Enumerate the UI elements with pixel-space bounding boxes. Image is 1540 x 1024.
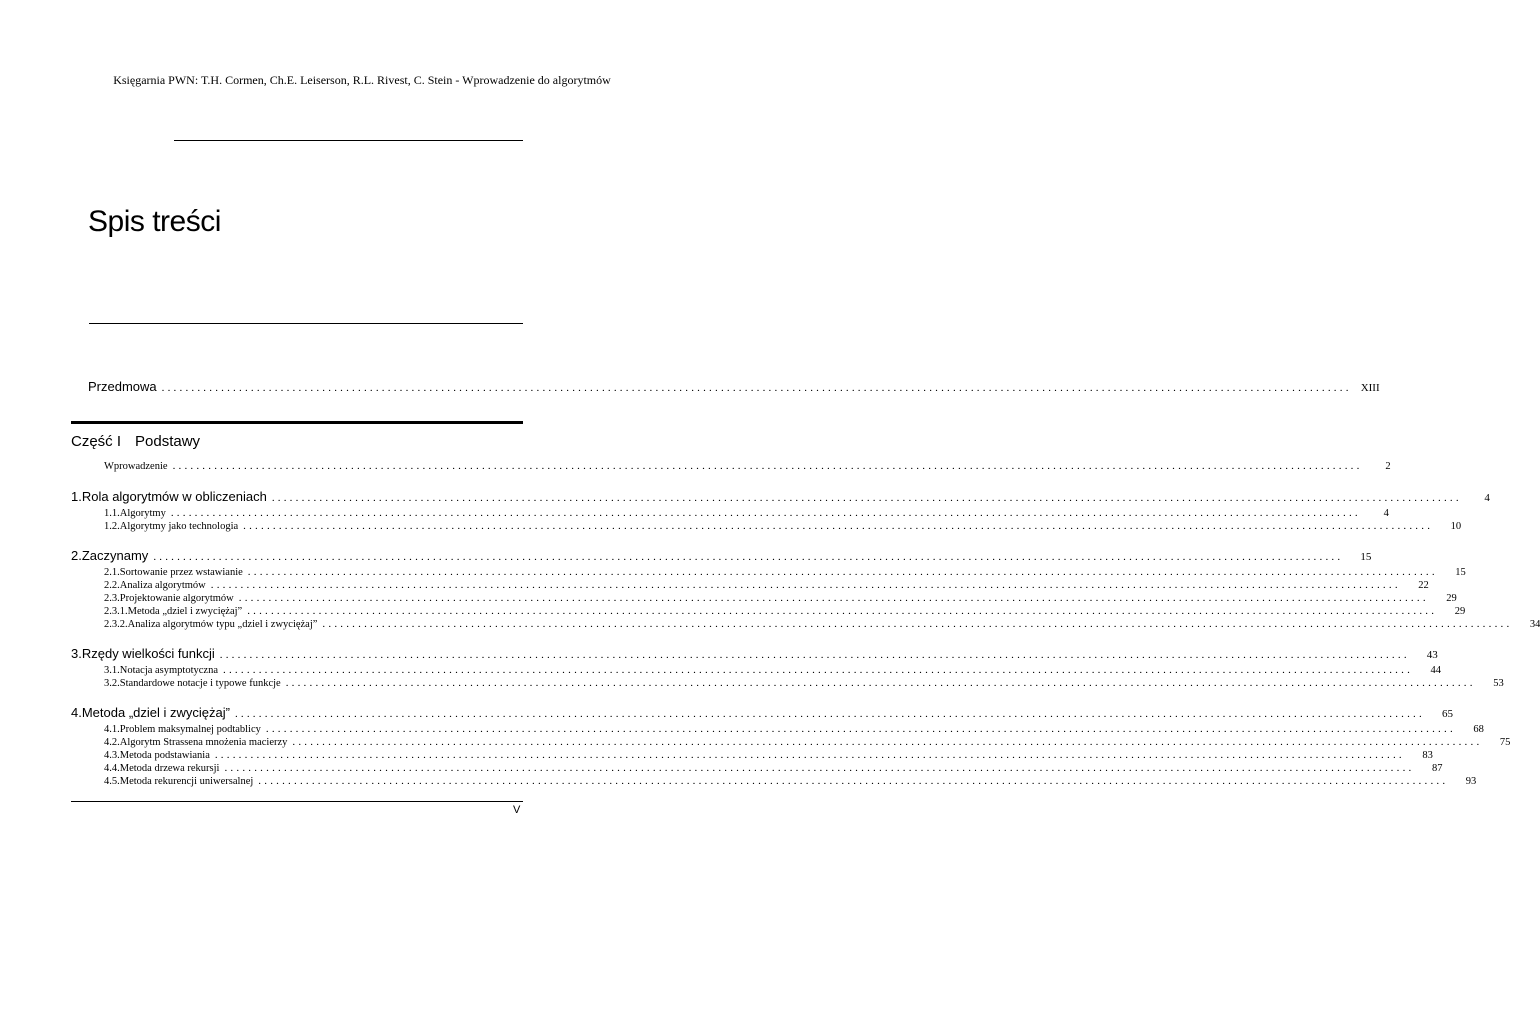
toc-section-row-page: 15 xyxy=(1455,567,1466,578)
bottom-rule xyxy=(71,801,523,802)
toc-intro-row[interactable] xyxy=(104,460,1391,472)
toc-preface-page: XIII xyxy=(1360,382,1380,394)
toc-section-row-number: 1.1. xyxy=(104,508,120,519)
toc-section-row[interactable] xyxy=(104,579,1429,591)
toc-leader-dots: ........................................................................................................................................................................................................ xyxy=(219,649,1410,661)
toc-chapter-row-number: 2. xyxy=(71,548,82,563)
toc-section-row-number: 4.3. xyxy=(104,750,120,761)
toc-section-row-title: Metoda „dziel i zwyciężaj” xyxy=(127,606,243,617)
toc-section-row-title: Algorytmy jako technologia xyxy=(119,521,239,532)
toc-section-row-page: 68 xyxy=(1473,724,1484,735)
toc-section-row[interactable] xyxy=(104,775,1477,787)
toc-section-row[interactable] xyxy=(104,749,1433,761)
toc-leader-dots: ........................................................................................................................................................................................................ xyxy=(265,723,1456,735)
toc-section-row[interactable] xyxy=(104,677,1504,689)
toc-section-row-page: 29 xyxy=(1454,606,1466,617)
toc-leader-dots: ........................................................................................................................................................................................................ xyxy=(214,749,1405,761)
toc-section-row[interactable] xyxy=(104,618,1540,630)
toc-section-row[interactable] xyxy=(104,723,1484,735)
toc-section-row-page: 4 xyxy=(1383,508,1389,519)
toc-chapter-row[interactable] xyxy=(71,548,1372,563)
toc-chapter-row-page: 65 xyxy=(1441,708,1453,720)
toc-section-row-page: 34 xyxy=(1529,619,1540,630)
toc-section-row-number: 2.2. xyxy=(104,580,120,591)
toc-leader-dots: ........................................................................................................................................................................................................ xyxy=(271,492,1462,504)
toc-section-row-number: 4.5. xyxy=(104,776,120,787)
toc-chapter-row-number: 3. xyxy=(71,646,82,661)
toc-section-row-number: 4.2. xyxy=(104,737,120,748)
toc-section-row-number: 3.2. xyxy=(104,678,120,689)
toc-section-row-number: 1.2. xyxy=(104,521,120,532)
part-name: Podstawy xyxy=(135,433,201,450)
toc-preface-label: Przedmowa xyxy=(88,379,157,394)
toc-section-row-page: 10 xyxy=(1450,521,1462,532)
toc-section-row-number: 2.3.2. xyxy=(104,619,128,630)
toc-leader-dots: ........................................................................................................................................................................................................ xyxy=(172,460,1363,472)
toc-section-row-number: 3.1. xyxy=(104,665,120,676)
toc-section-row-title: Analiza algorytmów typu „dziel i zwyciężaj” xyxy=(127,619,318,630)
toc-leader-dots: ........................................................................................................................................................................................................ xyxy=(243,520,1434,532)
toc-leader-dots: ........................................................................................................................................................................................................ xyxy=(285,677,1476,689)
toc-chapter-row[interactable] xyxy=(71,705,1453,720)
toc-section-row-page: 93 xyxy=(1465,776,1477,787)
toc-leader-dots: ........................................................................................................................................................................................................ xyxy=(258,775,1449,787)
toc-section-row[interactable] xyxy=(104,592,1457,604)
toc-section-row-page: 44 xyxy=(1430,665,1442,676)
toc-chapter-row-number: 4. xyxy=(71,705,82,720)
toc-preface-row[interactable] xyxy=(88,379,1380,394)
part-heading xyxy=(71,433,200,450)
toc-intro-page: 2 xyxy=(1385,461,1391,472)
toc-leader-dots: ........................................................................................................................................................................................................ xyxy=(170,507,1361,519)
top-rule xyxy=(174,140,523,141)
toc-leader-dots: ........................................................................................................................................................................................................ xyxy=(247,605,1438,617)
toc-section-row-number: 2.3.1. xyxy=(104,606,128,617)
page-title: Spis treści xyxy=(88,205,221,238)
toc-leader-dots: ........................................................................................................................................................................................................ xyxy=(238,592,1429,604)
toc-leader-dots: ........................................................................................................................................................................................................ xyxy=(161,382,1352,394)
toc-section-row-title: Metoda podstawiania xyxy=(119,750,210,761)
toc-leader-dots: ........................................................................................................................................................................................................ xyxy=(234,708,1425,720)
toc-section-row-number: 4.4. xyxy=(104,763,120,774)
toc-chapter-row-page: 4 xyxy=(1484,492,1490,504)
toc-section-row-title: Problem maksymalnej podtablicy xyxy=(119,724,261,735)
toc-section-row-title: Analiza algorytmów xyxy=(119,580,206,591)
page-number: V xyxy=(513,804,521,816)
toc-section-row-number: 2.1. xyxy=(104,567,120,578)
part-number: Część I xyxy=(71,433,122,450)
toc-chapter-row-title: Rzędy wielkości funkcji xyxy=(81,646,215,661)
toc-section-row[interactable] xyxy=(104,762,1443,774)
toc-section-row-page: 53 xyxy=(1493,678,1504,689)
toc-section-row-number: 2.3. xyxy=(104,593,120,604)
toc-chapter-row-number: 1. xyxy=(71,489,82,504)
toc-section-row[interactable] xyxy=(104,520,1462,532)
title-rule xyxy=(89,323,523,324)
toc-section-row-title: Metoda drzewa rekursji xyxy=(119,763,220,774)
toc-leader-dots: ........................................................................................................................................................................................................ xyxy=(153,551,1344,563)
toc-leader-dots: ........................................................................................................................................................................................................ xyxy=(322,618,1513,630)
toc-section-row-title: Sortowanie przez wstawianie xyxy=(119,567,243,578)
running-header: Księgarnia PWN: T.H. Cormen, Ch.E. Leiserson, R.L. Rivest, C. Stein - Wprowadzenie do algorytmów xyxy=(113,73,611,87)
part-rule xyxy=(71,421,523,424)
toc-chapter-row-page: 15 xyxy=(1360,551,1372,563)
toc-chapter-row[interactable] xyxy=(71,646,1438,661)
toc-leader-dots: ........................................................................................................................................................................................................ xyxy=(247,566,1438,578)
toc-section-row[interactable] xyxy=(104,507,1389,519)
toc-leader-dots: ........................................................................................................................................................................................................ xyxy=(210,579,1401,591)
toc-section-row-page: 87 xyxy=(1431,763,1443,774)
toc-leader-dots: ........................................................................................................................................................................................................ xyxy=(223,664,1414,676)
toc-section-row[interactable] xyxy=(104,566,1466,578)
toc-section-row[interactable] xyxy=(104,736,1511,748)
toc-section-row-page: 83 xyxy=(1422,750,1433,761)
toc-chapter-row-title: Zaczynamy xyxy=(81,548,149,563)
toc-section-row-title: Notacja asymptotyczna xyxy=(119,665,219,676)
toc-section-row-title: Standardowe notacje i typowe funkcje xyxy=(119,678,281,689)
toc-section-row-title: Algorytmy xyxy=(119,508,166,519)
toc-section-row-page: 75 xyxy=(1499,737,1511,748)
toc-section-row-number: 4.1. xyxy=(104,724,120,735)
toc-section-row-title: Metoda rekurencji uniwersalnej xyxy=(119,776,254,787)
toc-chapter-row-page: 43 xyxy=(1426,649,1438,661)
toc-section-row-page: 22 xyxy=(1418,580,1429,591)
toc-section-row[interactable] xyxy=(104,605,1466,617)
toc-section-row-title: Algorytm Strassena mnożenia macierzy xyxy=(119,737,288,748)
toc-chapter-row[interactable] xyxy=(71,489,1490,504)
toc-chapter-row-title: Metoda „dziel i zwyciężaj” xyxy=(81,705,230,720)
toc-section-row-title: Projektowanie algorytmów xyxy=(119,593,234,604)
toc-intro-label: Wprowadzenie xyxy=(104,461,168,472)
toc-chapter-row-title: Rola algorytmów w obliczeniach xyxy=(81,489,267,504)
toc-section-row-page: 29 xyxy=(1446,593,1457,604)
toc-leader-dots: ........................................................................................................................................................................................................ xyxy=(292,736,1483,748)
toc-section-row[interactable] xyxy=(104,664,1442,676)
toc-leader-dots: ........................................................................................................................................................................................................ xyxy=(224,762,1415,774)
